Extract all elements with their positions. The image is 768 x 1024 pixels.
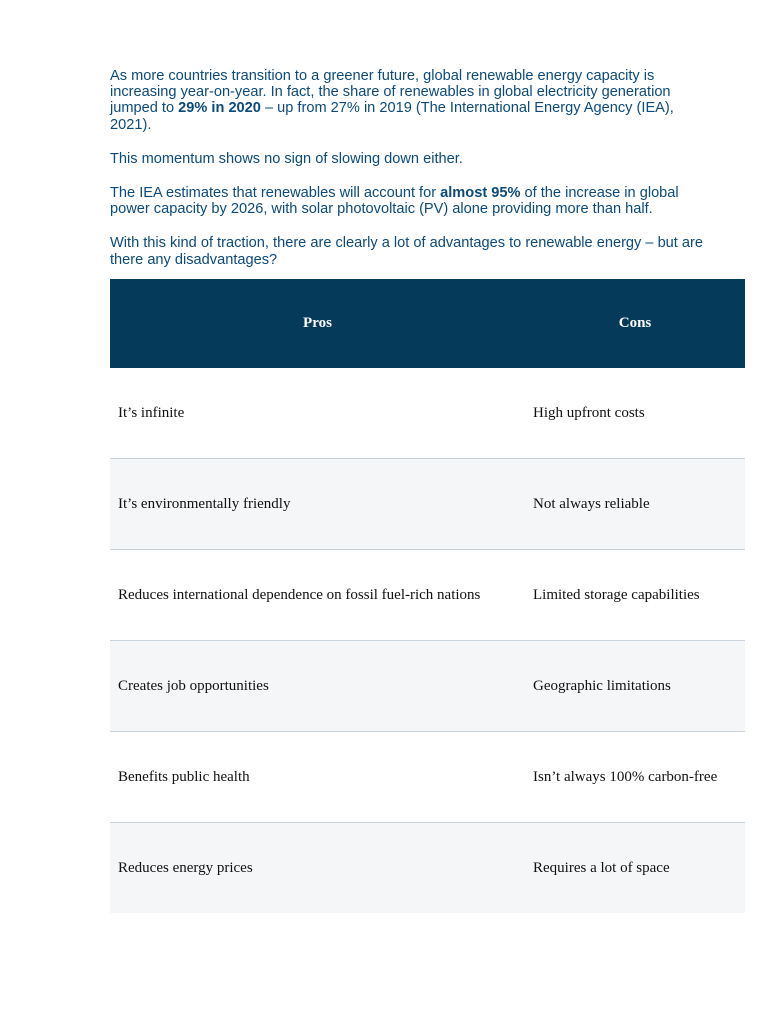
pro-cell: It’s infinite bbox=[110, 368, 525, 459]
table-header-row bbox=[110, 279, 745, 368]
pro-cell: Reduces international dependence on fossil fuel-rich nations bbox=[110, 550, 525, 641]
pro-cell: Benefits public health bbox=[110, 732, 525, 823]
pro-cell: Reduces energy prices bbox=[110, 823, 525, 914]
article-body bbox=[110, 68, 746, 268]
header-cons: Cons bbox=[525, 279, 745, 368]
pro-cell: Creates job opportunities bbox=[110, 641, 525, 732]
table-row bbox=[110, 459, 745, 550]
header-pros: Pros bbox=[110, 279, 525, 368]
table-row bbox=[110, 823, 745, 914]
con-cell: Not always reliable bbox=[525, 459, 745, 550]
paragraph-renewable-share bbox=[110, 68, 702, 133]
pro-cell: It’s environmentally friendly bbox=[110, 459, 525, 550]
table-row bbox=[110, 732, 745, 823]
con-cell: Geographic limitations bbox=[525, 641, 745, 732]
paragraph-text: of the increase in global power capacity by 2026, with solar photovoltaic (PV) alone providing more than half. bbox=[110, 185, 679, 218]
con-cell: Limited storage capabilities bbox=[525, 550, 745, 641]
paragraph-text: As more countries transition to a greener future, global renewable energy capacity is increasing year-on-year. In fact, the share of renewables in global electricity generation jumped to bbox=[110, 68, 671, 117]
pros-cons-table bbox=[110, 279, 745, 913]
con-cell: Requires a lot of space bbox=[525, 823, 745, 914]
table-row bbox=[110, 368, 745, 459]
paragraph-question: With this kind of traction, there are clearly a lot of advantages to renewable energy – but are there any disadvantages? bbox=[110, 235, 703, 268]
con-cell: High upfront costs bbox=[525, 368, 745, 459]
highlight-95-percent: almost 95% bbox=[440, 185, 521, 202]
highlight-29-percent: 29% in 2020 bbox=[178, 100, 261, 117]
paragraph-text: – up from 27% in 2019 (The International Energy Agency (IEA), 2021). bbox=[110, 100, 674, 133]
paragraph-text: The IEA estimates that renewables will account for bbox=[110, 185, 441, 202]
con-cell: Isn’t always 100% carbon-free bbox=[525, 732, 745, 823]
table-row bbox=[110, 641, 745, 732]
paragraph-iea-estimate bbox=[110, 185, 710, 217]
paragraph-momentum: This momentum shows no sign of slowing down either. bbox=[110, 150, 463, 167]
table-row bbox=[110, 550, 745, 641]
